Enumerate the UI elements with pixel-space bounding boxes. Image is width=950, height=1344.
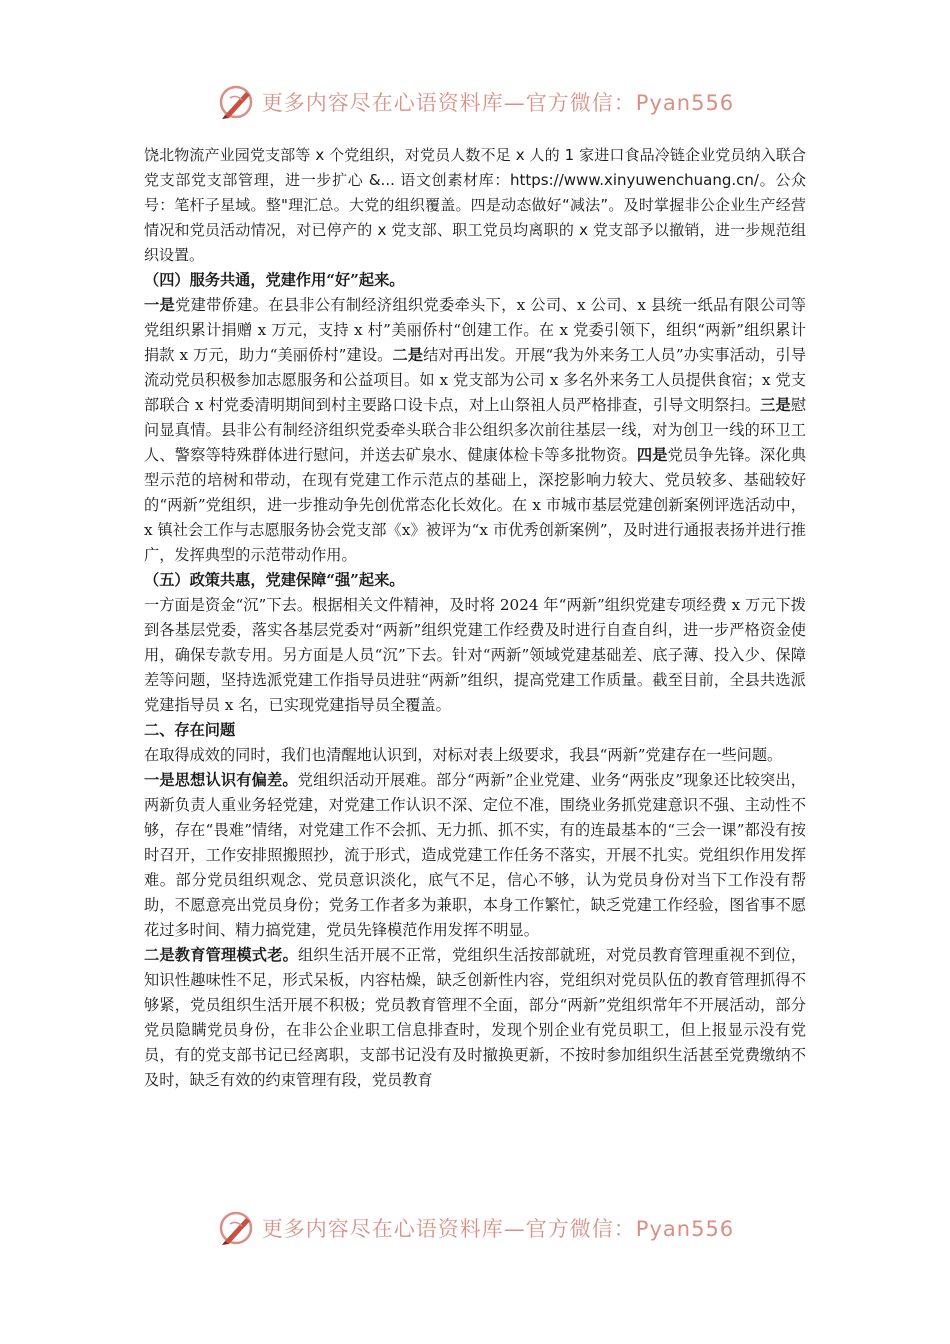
lead-label: 二是 [392, 346, 424, 364]
pen-logo-icon [216, 1208, 256, 1248]
pen-logo-icon [216, 82, 256, 122]
paragraph-service-items: 一是党建带侨建。在县非公有制经济组织党委牵头下，x 公司、x 公司、x 县统一纸品有限公司等党组织累计捐赠 x 万元，支持 x 村”美丽侨村“创建工作。在 x 党委引领下，组织“两新”组织累计捐款 x 万元，助力“美丽侨村”建设。二是结对再出发。开展“我为外来务工人员”办实事活动，引导流动党员积极参加志愿服务和公益项目。如 x 党支部为公司 x 多名外来务工人员提供食宿；x 党支部联合 x 村党委清明期间到村主要路口设卡点，对上山祭祖人员严格排查，引导文明祭扫。三是慰问显真情。县非公有制经济组织党委牵头联合非公组织多次前往基层一线，对为创卫一线的环卫工人、警察等特殊群体进行慰问，并送去矿泉水、健康体检卡等多批物资。四是党员争先锋。深化典型示范的培树和带动，在现有党建工作示范点的基础上，深挖影响力较大、党员较多、基础较好的“两新”党组织，进一步推动争先创优常态化长效化。在 x 市城市基层党建创新案例评选活动中，x 镇社会工作与志愿服务协会党支部《x》被评为“x 市优秀创新案例”，及时进行通报表扬并进行推广，发挥典型的示范带动作用。 [144, 296, 807, 564]
lead-label: 一是 [144, 296, 176, 314]
section-heading-policy: （五）政策共惠，党建保障“强”起来。 [144, 571, 405, 589]
document-body [144, 143, 806, 1093]
watermark-text: 更多内容尽在心语资料库—官方微信：Pyan556 [261, 91, 735, 115]
lead-label: 三是 [760, 396, 791, 414]
paragraph-problem-two: 二是教育管理模式老。组织生活开展不正常，党组织生活按部就班，对党员教育管理重视不到位，知识性趣味性不足，形式呆板，内容枯燥，缺乏创新性内容，党组织对党员队伍的教育管理抓得不够紧，党员组织生活开展不积极；党员教育管理不全面，部分“两新”党组织常年不开展活动，部分党员隐瞒党员身份，在非公企业职工信息排查时，发现个别企业有党员职工，但上报显示没有党员，有的党支部书记已经离职，支部书记没有及时撤换更新，不按时参加组织生活甚至党费缴纳不及时，缺乏有效的约束管理有段，党员教育 [144, 946, 807, 1089]
paragraph-policy: 一方面是资金“沉”下去。根据相关文件精神，及时将 2024 年“两新”组织党建专项经费 x 万元下拨到各基层党委，落实各基层党委对“两新”组织党建工作经费及时进行自查自纠，进一步严格资金使用，确保专款专用。另方面是人员“沉”下去。针对“两新”领域党建基础差、底子薄、投入少、保障差等问题，坚持选派党建工作指导员进驻“两新”组织，提高党建工作质量。截至目前，全县共选派党建指导员 x 名，已实现党建指导员全覆盖。 [144, 596, 806, 714]
watermark-banner-bottom [0, 1206, 950, 1250]
paragraph-problems-intro: 在取得成效的同时，我们也清醒地认识到，对标对表上级要求，我县“两新”党建存在一些问题。 [144, 746, 783, 764]
section-heading-problems: 二、存在问题 [144, 721, 236, 739]
paragraph-problem-one: 一是思想认识有偏差。党组织活动开展难。部分“两新”企业党建、业务“两张皮”现象还比较突出，两新负责人重业务轻党建，对党建工作认识不深、定位不准，围绕业务抓党建意识不强、主动性不够，存在“畏难”情绪，对党建工作不会抓、无力抓、抓不实，有的连最基本的“三会一课”都没有按时召开，工作安排照搬照抄，流于形式，造成党建工作任务不落实，开展不扎实。党组织作用发挥难。部分党员组织观念、党员意识淡化，底气不足，信心不够，认为党员身份对当下工作没有帮助，不愿意亮出党员身份；党务工作者多为兼职，本身工作繁忙，缺乏党建工作经验，图省事不愿花过多时间、精力搞党建，党员先锋模范作用发挥不明显。 [144, 771, 806, 939]
watermark-banner-top [0, 80, 950, 124]
paragraph-organization-coverage: 饶北物流产业园党支部等 x 个党组织，对党员人数不足 x 人的 1 家进口食品冷链企业党员纳入联合党支部党支部管理，进一步扩心 &... 语文创素材库：https://www.xinyuwenchuang.cn/。公众号：笔杆子星域。整"理汇总。大党的组织覆盖。四是动态做好“减法”。及时掌握非公企业生产经营情况和党员活动情况，对已停产的 x 党支部、职工党员均离职的 x 党支部予以撤销，进一步规范组织设置。 [144, 146, 806, 264]
lead-label: 一是思想认识有偏差。 [144, 771, 298, 789]
watermark-text: 更多内容尽在心语资料库—官方微信：Pyan556 [261, 1217, 735, 1241]
section-heading-service: （四）服务共通，党建作用“好”起来。 [144, 271, 405, 289]
lead-label: 二是教育管理模式老。 [144, 946, 299, 964]
lead-label: 四是 [636, 446, 668, 464]
